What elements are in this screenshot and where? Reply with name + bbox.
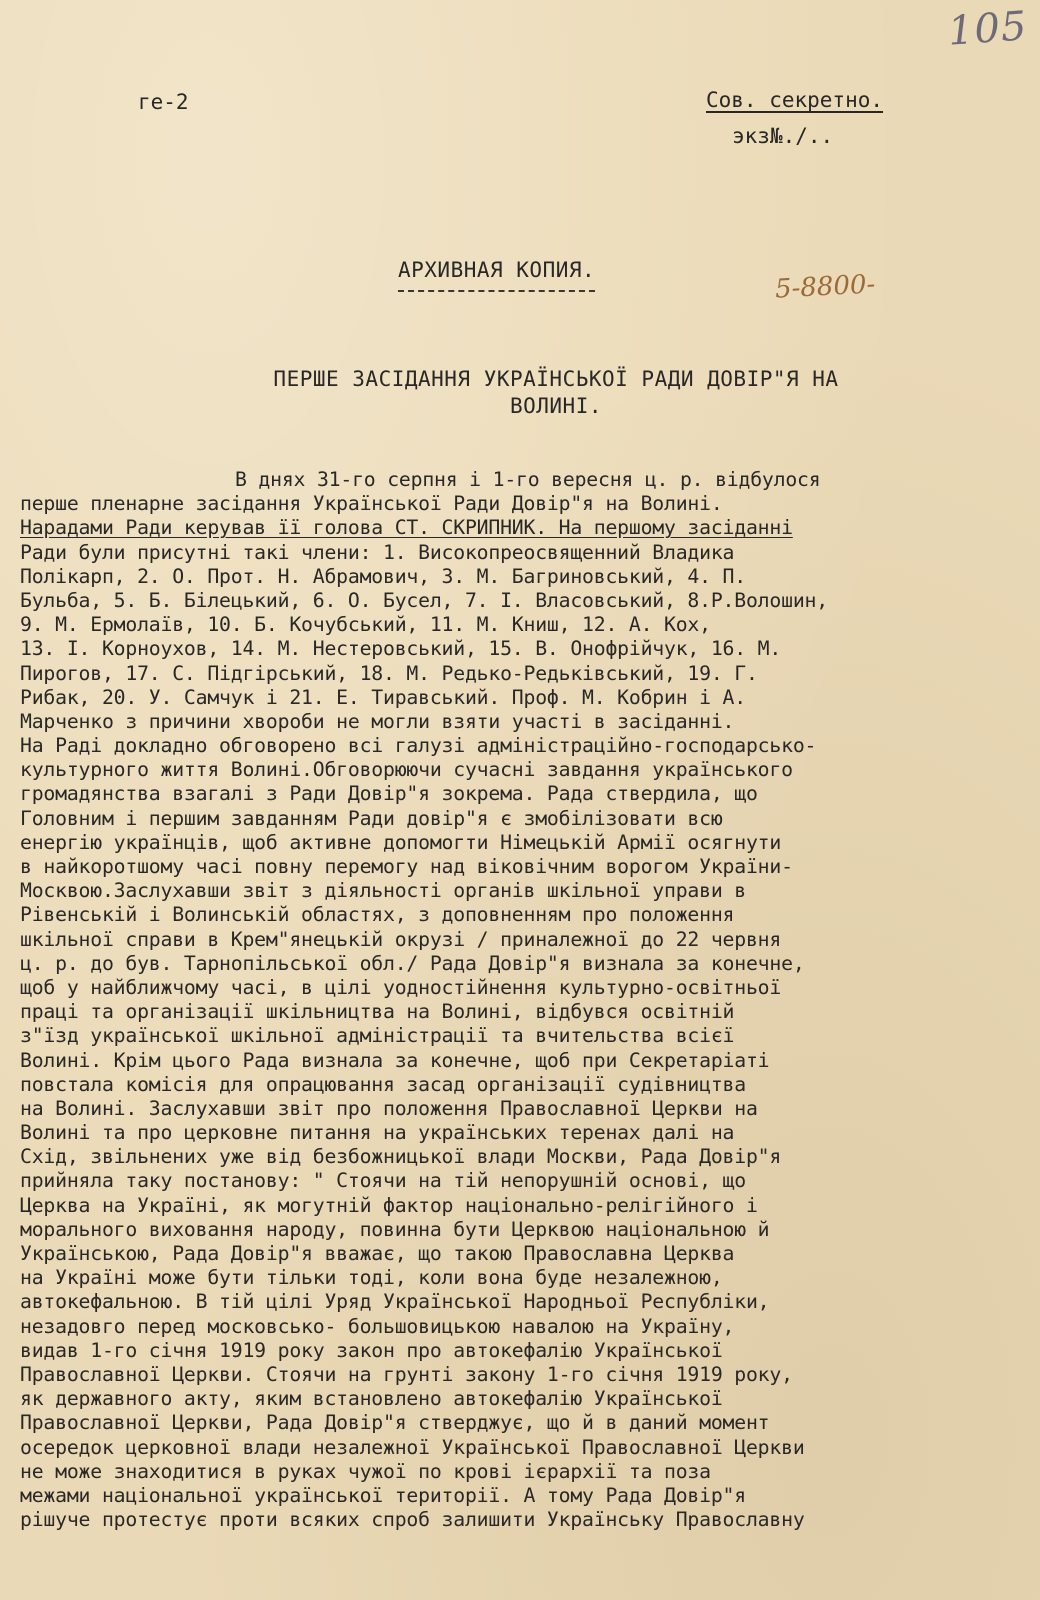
body-line: повстала комісія для опрацювання засад організації судівництва bbox=[20, 1072, 746, 1096]
archive-handwritten-number: 5-8800- bbox=[774, 269, 876, 305]
body-line: незадовго перед московсько- большовицькою навалою на Україну, bbox=[20, 1314, 735, 1338]
body-line: прийняла таку постанову: " Стоячи на тій непорушній основі, що bbox=[20, 1169, 746, 1193]
body-line: Бульба, 5. Б. Білецький, 6. О. Бусел, 7. І. Власовський, 8.Р.Волошин, bbox=[20, 588, 828, 612]
body-line: культурного життя Волині.Обговорюючи сучасні завдання українського bbox=[20, 758, 793, 782]
body-line: Волині та про церковне питання на українських теренах далі на bbox=[20, 1121, 735, 1145]
body-line: видав 1-го січня 1919 року закон про автокефалію Української bbox=[20, 1338, 723, 1362]
body-line: Пирогов, 17. С. Підгірський, 18. М. Редько-Редьківський, 19. Г. bbox=[20, 661, 758, 685]
body-line: Українською, Рада Довір"я вважає, що такою Православна Церква bbox=[20, 1242, 735, 1265]
document-title bbox=[196, 366, 916, 420]
document-reference: ге-2 bbox=[138, 90, 189, 114]
body-line: на Україні може бути тільки тоді, коли вона буде незалежною, bbox=[20, 1266, 723, 1290]
body-line: Головним і першим завданням Ради довір"я є змобілізовати всю bbox=[20, 806, 723, 830]
title-line: ВОЛИНІ. bbox=[509, 394, 602, 418]
body-line: 13. І. Корноухов, 14. М. Нестеровський, 15. В. Онофрійчук, 16. М. bbox=[20, 637, 782, 661]
body-line: морального виховання народу, повинна бути Церквою національною й bbox=[20, 1217, 770, 1241]
body-line: Рівенській і Волинській областях, з доповненням про положення bbox=[20, 903, 735, 927]
body-line: як державного акту, яким встановлено автокефалію Української bbox=[20, 1387, 723, 1411]
body-line: автокефальною. В тій цілі Уряд Української Народньої Республіки, bbox=[20, 1290, 770, 1314]
folio-number: 105 bbox=[946, 3, 1029, 55]
body-line: Нарадами Ради керував її голова СТ. СКРИПНИК. На першому засіданні bbox=[20, 516, 793, 540]
body-line: Церква на Україні, як могутній фактор національно-релігійного і bbox=[20, 1193, 758, 1217]
body-line: Ради були присутні такі члени: 1. Високопреосвященний Владика bbox=[20, 540, 735, 564]
copy-number: экз№./.. bbox=[732, 124, 834, 148]
body-line: не може знаходитися в руках чужої по крові ієрархії та поза bbox=[20, 1459, 711, 1483]
body-line: осередок церковної влади незалежної Української Православної Церкви bbox=[20, 1435, 805, 1459]
body-line: з"їзд української шкільної адміністрації та вчительства всієї bbox=[20, 1024, 735, 1048]
body-line: шкільної справи в Крем"янецькій окрузі / приналежної до 22 червня bbox=[20, 927, 782, 951]
body-line: Москвою.Заслухавши звіт з діяльності органів шкільної управи в bbox=[20, 879, 746, 903]
body-line: на Волині. Заслухавши звіт про положення Православної Церкви на bbox=[20, 1096, 758, 1120]
body-line: Полікарп, 2. О. Прот. Н. Абрамович, 3. М. Багриновський, 4. П. bbox=[20, 564, 746, 588]
body-line: На Раді докладно обговорено всі галузі адміністраційно-господарсько- bbox=[20, 734, 817, 758]
body-line: ц. р. до був. Тарнопільської обл./ Рада Довір"я визнала за конечне, bbox=[20, 951, 805, 975]
body-line: Марченко з причини хвороби не могли взяти участі в засіданні. bbox=[20, 709, 735, 733]
title-line: ПЕРШЕ ЗАСІДАННЯ УКРАЇНСЬКОЇ РАДИ ДОВІР"Я НА bbox=[273, 367, 839, 391]
body-line: рішуче протестує проти всяких спроб залишити Українську Православну bbox=[20, 1508, 805, 1532]
body-line: громадянства взагалі з Ради Довір"я зокрема. Рада ствердила, що bbox=[20, 782, 758, 806]
body-line: 9. М. Ермолаїв, 10. Б. Кочубський, 11. М. Книш, 12. А. Кох, bbox=[20, 613, 711, 637]
body-line: межами національної української території. А тому Рада Довір"я bbox=[20, 1483, 746, 1507]
body-line: в найкоротшому часі повну перемогу над віковічним ворогом України- bbox=[20, 855, 793, 878]
document-body bbox=[20, 468, 1015, 1532]
body-line: щоб у найближчому часі, в цілі уодностійнення культурно-освітньої bbox=[20, 975, 782, 999]
body-line: В днях 31-го серпня і 1-го вересня ц. р. відбулося bbox=[235, 468, 821, 491]
archive-copy-heading: АРХИВНАЯ КОПИЯ. bbox=[398, 258, 595, 292]
classification-mark: Сов. секретно. bbox=[706, 88, 884, 112]
body-line: праці та організації шкільництва на Волині, відбувся освітній bbox=[20, 1000, 735, 1024]
body-line: перше пленарне засідання Української Ради Довір"я на Волині. bbox=[20, 492, 723, 516]
body-line: Схід, звільнених уже від безбожницької влади Москви, Рада Довір"я bbox=[20, 1145, 782, 1169]
body-line: Православної Церкви, Рада Довір"я стверджує, що й в даний момент bbox=[20, 1411, 770, 1435]
body-line: енергію українців, щоб активне допомогти Німецькій Армії осягнути bbox=[20, 830, 782, 854]
body-line: Рибак, 20. У. Самчук і 21. Е. Тиравський. Проф. М. Кобрин і А. bbox=[20, 685, 746, 709]
body-line: Православної Церкви. Стоячи на грунті закону 1-го січня 1919 року, bbox=[20, 1362, 793, 1386]
body-line: Волині. Крім цього Рада визнала за конечне, щоб при Секретаріаті bbox=[20, 1048, 770, 1072]
